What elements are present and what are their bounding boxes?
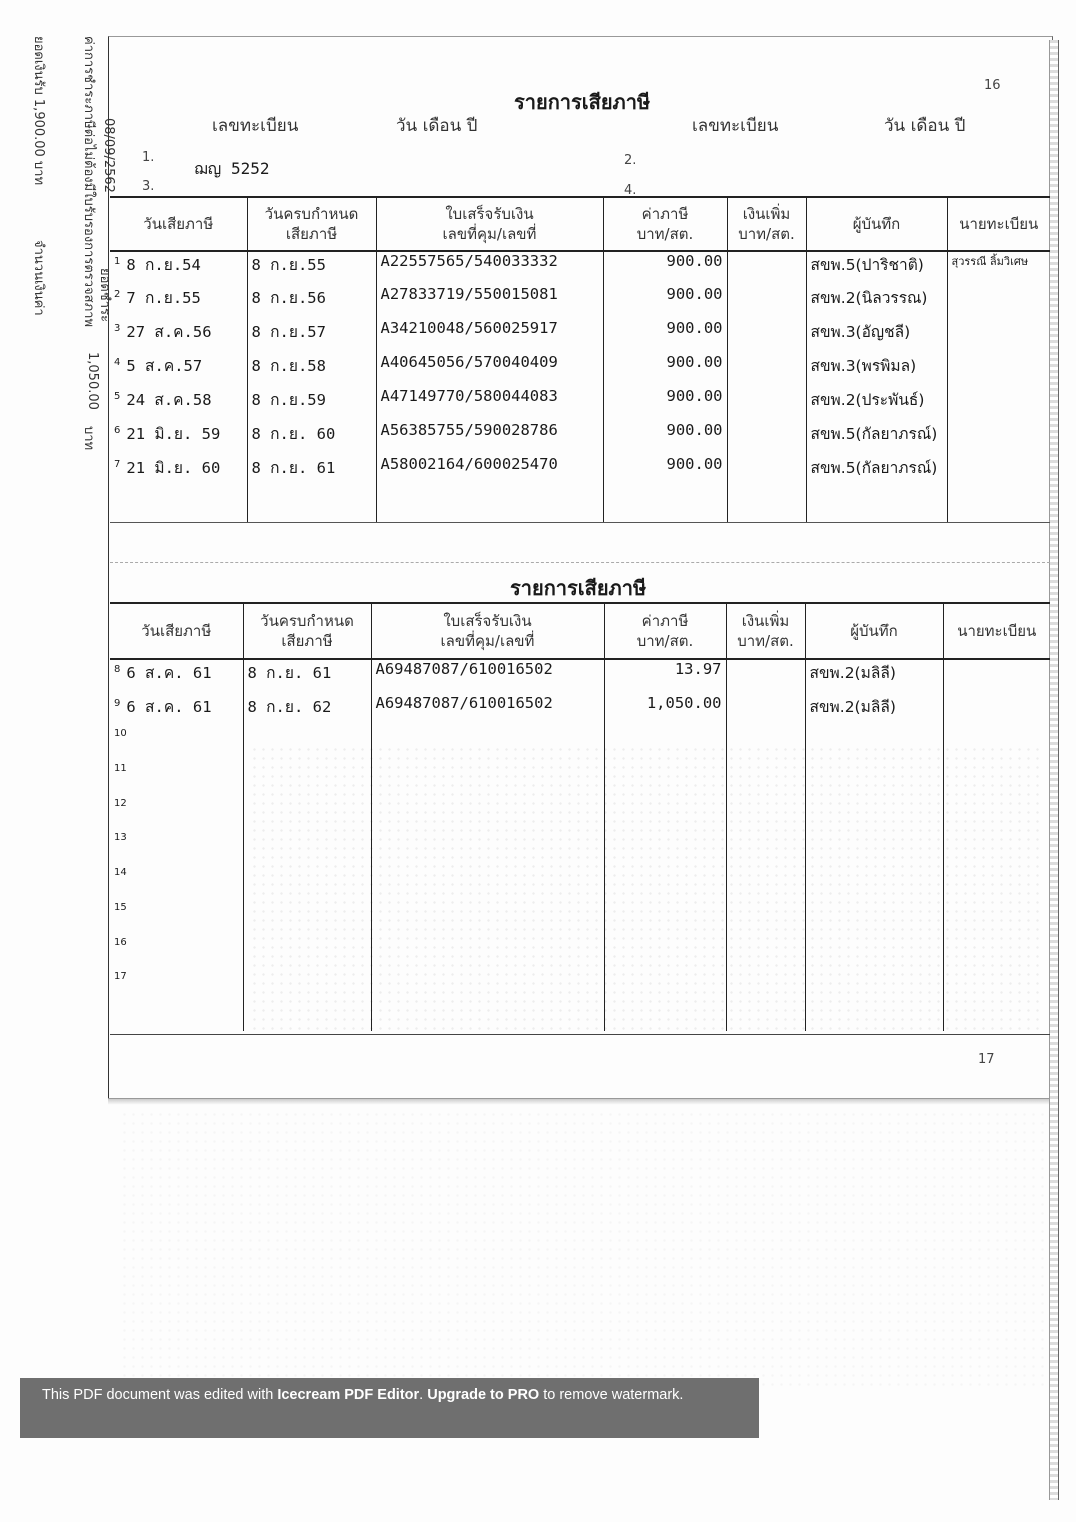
table-cell-empty: [243, 1006, 371, 1031]
column-header: วันเสียภาษี: [110, 603, 243, 659]
date-label: วัน เดือน ปี: [884, 116, 966, 136]
table-cell-due: 8 ก.ย.56: [247, 285, 376, 319]
table-cell-extra: [727, 455, 806, 489]
line-number: 3.: [142, 179, 155, 194]
table-cell-due: [243, 937, 371, 972]
divider: [110, 1034, 1050, 1035]
left-strip-text: ยอดเงินรับ 1,900.00 บาท: [31, 36, 46, 186]
table-cell-recorder: [805, 971, 943, 1006]
table-cell-registrar: [943, 832, 1050, 867]
column-header: ใบเสร็จรับเงิน เลขที่คุม/เลขที่: [371, 603, 604, 659]
table-cell-tax: [604, 832, 726, 867]
table-cell-registrar: [943, 659, 1050, 694]
table-cell-tax: 1,050.00: [604, 694, 726, 729]
row-number: 5: [114, 390, 121, 402]
table-cell-extra: [726, 659, 805, 694]
row-number: 13: [114, 832, 127, 844]
table-cell-recorder: [805, 763, 943, 798]
table-cell-receipt: [371, 902, 604, 937]
table-cell-extra: [726, 902, 805, 937]
row-number: 16: [114, 936, 127, 948]
table-row: [110, 798, 1050, 833]
table-cell-paid: [110, 971, 243, 1006]
table-cell-registrar: [943, 694, 1050, 729]
table-cell-extra: [726, 728, 805, 763]
table-cell-paid: $^1$ 8 ก.ย.54: [110, 251, 247, 285]
table-cell-receipt: A22557565/540033332: [376, 251, 603, 285]
table-cell-empty: [726, 1006, 805, 1031]
date-label: วัน เดือน ปี: [396, 116, 478, 136]
table-row: [110, 353, 1050, 387]
row-number: 7: [114, 458, 121, 470]
left-strip-text: บาท: [81, 426, 96, 451]
table-cell-paid: [110, 798, 243, 833]
table-cell-registrar: [947, 387, 1050, 421]
column-header: ผู้บันทึก: [805, 603, 943, 659]
table-cell-receipt: [371, 763, 604, 798]
row-number: 6: [114, 424, 121, 436]
table-cell-tax: [604, 937, 726, 972]
table-cell-empty: [604, 1006, 726, 1031]
left-strip-text: 08/09/2562: [101, 118, 116, 193]
background-texture: [120, 1110, 1050, 1390]
table-cell-paid: [110, 832, 243, 867]
table-cell-due: 8 ก.ย. 61: [247, 455, 376, 489]
table-cell-empty: [110, 1006, 243, 1031]
column-header: ค่าภาษี บาท/สต.: [603, 197, 727, 251]
table-cell-receipt: [371, 728, 604, 763]
row-number: 15: [114, 901, 127, 913]
column-header: นายทะเบียน: [943, 603, 1050, 659]
table-cell-extra: [726, 694, 805, 729]
table-cell-extra: [727, 251, 806, 285]
table-row: [110, 285, 1050, 319]
table-cell-due: 8 ก.ย.55: [247, 251, 376, 285]
table-cell-extra: [726, 937, 805, 972]
table-row: [110, 867, 1050, 902]
table-cell-registrar: สุวรรณี ลิ้มวิเศษ: [951, 255, 1029, 268]
table-cell-recorder: สขพ.2(ประพันธ์): [806, 387, 947, 421]
table-cell-empty: [727, 489, 806, 523]
table-cell-recorder: สขพ.5(ปาริชาติ): [806, 251, 947, 285]
table-row: [110, 832, 1050, 867]
table-cell-tax: [604, 867, 726, 902]
table-cell-tax: [604, 902, 726, 937]
column-header: วันครบกำหนด เสียภาษี: [243, 603, 371, 659]
page-edge: [108, 1098, 1058, 1105]
table-cell-recorder: [805, 937, 943, 972]
table-cell-paid: [110, 763, 243, 798]
table-cell-registrar: [943, 867, 1050, 902]
column-header: เงินเพิ่ม บาท/สต.: [727, 197, 806, 251]
table-row: [110, 319, 1050, 353]
table-cell-extra: [726, 832, 805, 867]
table-cell-extra: [727, 353, 806, 387]
page-number: 16: [984, 78, 1001, 93]
table-cell-recorder: [805, 798, 943, 833]
table-row-filler: [110, 489, 1050, 523]
section-title: รายการเสียภาษี: [510, 576, 647, 600]
table-cell-receipt: A69487087/610016502: [371, 659, 604, 694]
row-number: 11: [114, 763, 127, 775]
tax-table-top: [110, 196, 1050, 523]
table-cell-tax: 900.00: [603, 455, 727, 489]
section-title: รายการเสียภาษี: [514, 90, 651, 114]
left-strip-text: 1,050.00: [85, 352, 100, 410]
divider: [110, 562, 1050, 563]
table-cell-due: 8 ก.ย.59: [247, 387, 376, 421]
table-cell-empty: [110, 489, 247, 523]
table-cell-paid: [110, 867, 243, 902]
table-cell-paid: $^4$ 5 ส.ค.57: [110, 353, 247, 387]
table-cell-registrar: [943, 937, 1050, 972]
column-header: วันครบกำหนด เสียภาษี: [247, 197, 376, 251]
table-row: [110, 937, 1050, 972]
page-number: 17: [978, 1052, 995, 1067]
table-cell-due: 8 ก.ย. 61: [243, 659, 371, 694]
table-cell-due: 8 ก.ย. 60: [247, 421, 376, 455]
table-cell-registrar: [943, 728, 1050, 763]
row-number: 9: [114, 697, 121, 709]
table-cell-receipt: [371, 937, 604, 972]
table-cell-tax: 900.00: [603, 285, 727, 319]
table-cell-extra: [727, 319, 806, 353]
row-number: 4: [114, 356, 121, 368]
left-strip-text: ค่าการชำระภาษีต่อไม่ต้องมีใบรับรองการตรวจสภาพ: [81, 36, 96, 328]
table-cell-due: 8 ก.ย.57: [247, 319, 376, 353]
table-cell-receipt: [371, 798, 604, 833]
table-cell-tax: [604, 763, 726, 798]
table-cell-due: [243, 867, 371, 902]
table-cell-extra: [726, 763, 805, 798]
table-cell-due: [243, 763, 371, 798]
table-cell-paid: [110, 937, 243, 972]
table-cell-tax: 900.00: [603, 353, 727, 387]
table-cell-tax: 900.00: [603, 319, 727, 353]
table-cell-registrar: [947, 421, 1050, 455]
table-row: [110, 659, 1050, 694]
table-cell-recorder: สขพ.2(นิลวรรณ): [806, 285, 947, 319]
reg-label: เลขทะเบียน: [212, 116, 299, 136]
table-cell-registrar: [947, 353, 1050, 387]
table-cell-due: [243, 832, 371, 867]
table-cell-receipt: A47149770/580044083: [376, 387, 603, 421]
table-cell-registrar: [943, 902, 1050, 937]
registration-number: ฌญ 5252: [194, 159, 270, 178]
table-cell-due: [243, 798, 371, 833]
table-cell-paid: $^3$ 27 ส.ค.56: [110, 319, 247, 353]
table-row: [110, 421, 1050, 455]
table-cell-receipt: A58002164/600025470: [376, 455, 603, 489]
table-cell-extra: [726, 867, 805, 902]
table-row: [110, 694, 1050, 729]
column-header: นายทะเบียน: [947, 197, 1050, 251]
table-cell-registrar: [947, 455, 1050, 489]
table-cell-paid: $^5$ 24 ส.ค.58: [110, 387, 247, 421]
table-row: [110, 455, 1050, 489]
table-cell-registrar: [943, 798, 1050, 833]
table-cell-registrar: [947, 319, 1050, 353]
column-header: วันเสียภาษี: [110, 197, 247, 251]
table-row: [110, 728, 1050, 763]
table-cell-receipt: A56385755/590028786: [376, 421, 603, 455]
table-cell-recorder: [805, 867, 943, 902]
table-cell-registrar: [943, 763, 1050, 798]
row-number: 10: [114, 728, 127, 740]
line-number: 1.: [142, 150, 155, 165]
left-strip-text: ยอดชำระ: [97, 268, 112, 322]
table-cell-receipt: A40645056/570040409: [376, 353, 603, 387]
table-cell-recorder: สขพ.5(กัลยาภรณ์): [806, 421, 947, 455]
table-cell-due: [243, 971, 371, 1006]
table-cell-due: [243, 728, 371, 763]
table-cell-empty: [371, 1006, 604, 1031]
table-cell-empty: [947, 489, 1050, 523]
divider: [110, 522, 1050, 523]
table-cell-recorder: [805, 728, 943, 763]
table-cell-paid: $^2$ 7 ก.ย.55: [110, 285, 247, 319]
table-cell-extra: [727, 421, 806, 455]
table-cell-empty: [247, 489, 376, 523]
reg-label: เลขทะเบียน: [692, 116, 779, 136]
column-header: ค่าภาษี บาท/สต.: [604, 603, 726, 659]
table-row: [110, 763, 1050, 798]
row-number: 1: [114, 255, 121, 267]
table-cell-due: 8 ก.ย. 62: [243, 694, 371, 729]
table-cell-receipt: A34210048/560025917: [376, 319, 603, 353]
row-number: 3: [114, 322, 121, 334]
table-cell-recorder: สขพ.2(มลิลี): [805, 659, 943, 694]
table-cell-registrar: [947, 285, 1050, 319]
table-cell-registrar: [943, 971, 1050, 1006]
table-cell-empty: [376, 489, 603, 523]
table-cell-recorder: สขพ.2(มลิลี): [805, 694, 943, 729]
table-cell-extra: [726, 798, 805, 833]
table-cell-receipt: A27833719/550015081: [376, 285, 603, 319]
table-cell-paid: $^9$ 6 ส.ค. 61: [110, 694, 243, 729]
table-cell-extra: [727, 387, 806, 421]
table-cell-empty: [805, 1006, 943, 1031]
column-header: ใบเสร็จรับเงิน เลขที่คุม/เลขที่: [376, 197, 603, 251]
table-cell-empty: [806, 489, 947, 523]
table-cell-tax: 900.00: [603, 387, 727, 421]
line-number: 4.: [624, 183, 637, 198]
table-cell-receipt: [371, 971, 604, 1006]
table-cell-tax: 900.00: [603, 421, 727, 455]
table-cell-due: [243, 902, 371, 937]
table-cell-paid: [110, 902, 243, 937]
table-cell-extra: [726, 971, 805, 1006]
table-cell-receipt: A69487087/610016502: [371, 694, 604, 729]
table-cell-tax: [604, 798, 726, 833]
table-row: [110, 387, 1050, 421]
table-cell-receipt: [371, 867, 604, 902]
table-cell-empty: [943, 1006, 1050, 1031]
row-number: 17: [114, 971, 127, 983]
table-row: [110, 902, 1050, 937]
row-number: 14: [114, 867, 127, 879]
table-cell-tax: 900.00: [603, 251, 727, 285]
left-strip-text: จำนวนเงินค่า: [31, 240, 46, 316]
tax-table-bottom: [110, 602, 1050, 1031]
table-cell-tax: 13.97: [604, 659, 726, 694]
table-row: [110, 971, 1050, 1006]
line-number: 2.: [624, 153, 637, 168]
row-number: 2: [114, 288, 121, 300]
table-cell-empty: [603, 489, 727, 523]
table-cell-recorder: [805, 832, 943, 867]
column-header: ผู้บันทึก: [806, 197, 947, 251]
table-cell-paid: $^7$ 21 มิ.ย. 60: [110, 455, 247, 489]
table-cell-recorder: สขพ.5(กัลยาภรณ์): [806, 455, 947, 489]
watermark-banner: This PDF document was edited with Icecream PDF Editor. Upgrade to PRO to remove watermark.: [20, 1378, 759, 1438]
table-cell-recorder: [805, 902, 943, 937]
row-number: 8: [114, 663, 121, 675]
column-header: เงินเพิ่ม บาท/สต.: [726, 603, 805, 659]
table-cell-paid: $^6$ 21 มิ.ย. 59: [110, 421, 247, 455]
table-cell-paid: $^8$ 6 ส.ค. 61: [110, 659, 243, 694]
page-right-edge: [1049, 40, 1059, 1500]
table-row: [110, 251, 1050, 285]
table-row-filler: [110, 1006, 1050, 1031]
table-cell-paid: [110, 728, 243, 763]
table-cell-recorder: สขพ.3(อัญชลี): [806, 319, 947, 353]
table-cell-receipt: [371, 832, 604, 867]
table-cell-tax: [604, 728, 726, 763]
table-cell-extra: [727, 285, 806, 319]
table-cell-due: 8 ก.ย.58: [247, 353, 376, 387]
table-cell-tax: [604, 971, 726, 1006]
row-number: 12: [114, 797, 127, 809]
table-cell-recorder: สขพ.3(พรพิมล): [806, 353, 947, 387]
